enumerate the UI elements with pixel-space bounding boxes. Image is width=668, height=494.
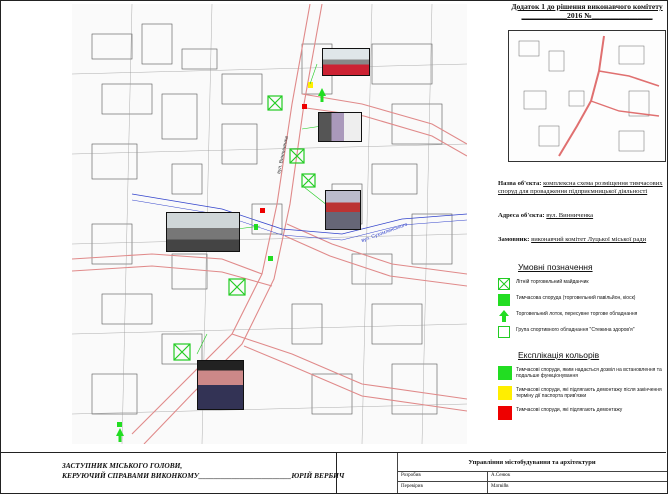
appendix-line-2: ____________2016 №________________ [521,11,653,20]
color-item-green-label: Тимчасові споруди, яким надається дозвіл на встановлення та подальше функціонування [516,367,662,379]
stamp-title: Управління містобудування та архітектури [468,459,596,466]
main-map-drawing [72,4,467,444]
green-swatch [498,366,512,380]
red-swatch [498,406,512,420]
stall-arrow-icon [116,428,124,442]
object-name-block [498,180,666,196]
customer-block [498,236,666,244]
stamp-role-2: Перевірив [401,484,423,489]
signature-line-1: ЗАСТУПНИК МІСЬКОГО ГОЛОВИ, [62,461,183,470]
summer-terrace-marker [229,279,245,295]
kiosk-icon [498,294,510,306]
stamp-role-1: Розробив [401,473,421,478]
summer-terrace-marker [302,174,315,187]
title-block [0,452,666,493]
stall-arrow-icon [318,88,326,102]
kiosk-red [260,208,265,213]
customer-label: Замовник: [498,236,530,243]
legend-item-stall-label: Торговельний лоток, пересувне торгове обладнання [516,311,638,317]
location-inset-map[interactable] [508,30,666,162]
color-item-yellow-label: Тимчасові споруди, які підлягають демонтажу після закінчення терміну дії паспорта прив'язки [516,387,662,399]
stall-arrow-icon [498,310,510,322]
map-legend [496,258,666,448]
appendix-header [510,2,664,20]
summer-terrace-icon [498,278,510,290]
legend-item-sport-label: Група спортивного обладнання "Стежина здоров'я" [516,327,635,333]
legend-item-terrace [496,278,666,294]
legend-item-sport [496,326,666,342]
stamp-name-2: Матвійв [491,484,509,489]
explication-title: Експлікація кольорів [518,350,600,360]
kiosk-green [117,422,122,427]
summer-terrace-marker [268,96,282,110]
object-value: комплексна схема розміщення тимчасових споруд для провадження підприємницької діяльності [498,180,663,195]
yellow-swatch [498,386,512,400]
drawing-stamp [336,453,667,493]
legend-title: Умовні позначення [518,262,593,272]
main-map[interactable] [72,4,467,444]
sport-equipment-icon [498,326,510,338]
appendix-line-1: Додаток 1 до рішення виконавчого комітету [511,2,663,11]
color-item-red-label: Тимчасові споруди, які підлягають демонтажу [516,407,623,413]
object-label: Назва об'єкта: [498,180,542,187]
inset-map-drawing [509,31,665,161]
object-address-block [498,212,666,220]
photo-kiosk-3[interactable] [325,190,361,230]
color-item-yellow [496,386,666,406]
legend-item-terrace-label: Літній торговельний майданчик [516,279,589,285]
photo-kiosk-2[interactable] [318,112,362,142]
color-item-red [496,406,666,426]
street-label-right: вул. Сухомлинського [360,221,409,244]
signature-block [62,461,344,481]
customer-value: виконавчий комітет Луцької міської ради [531,236,647,243]
legend-item-kiosk [496,294,666,310]
photo-street[interactable] [166,212,240,252]
legend-item-stall [496,310,666,326]
address-value: вул. Винниченка [546,212,594,219]
stamp-name-1: А.Сенюк [491,473,511,478]
street-label: вул. Винниченка [276,135,290,175]
summer-terrace-marker [174,344,190,360]
photo-kiosk-1[interactable] [322,48,370,76]
kiosk-red [302,104,307,109]
color-item-green [496,366,666,386]
legend-item-kiosk-label: Тимчасова споруда (торговельний павільйон, кіоск) [516,295,636,301]
kiosk-green [268,256,273,261]
photo-shop[interactable] [197,360,244,410]
signature-line-2: КЕРУЮЧИЙ СПРАВАМИ ВИКОНКОМУ_________________________ЮРІЙ ВЕРБИЧ [62,471,345,480]
address-label: Адреса об'єкта: [498,212,545,219]
